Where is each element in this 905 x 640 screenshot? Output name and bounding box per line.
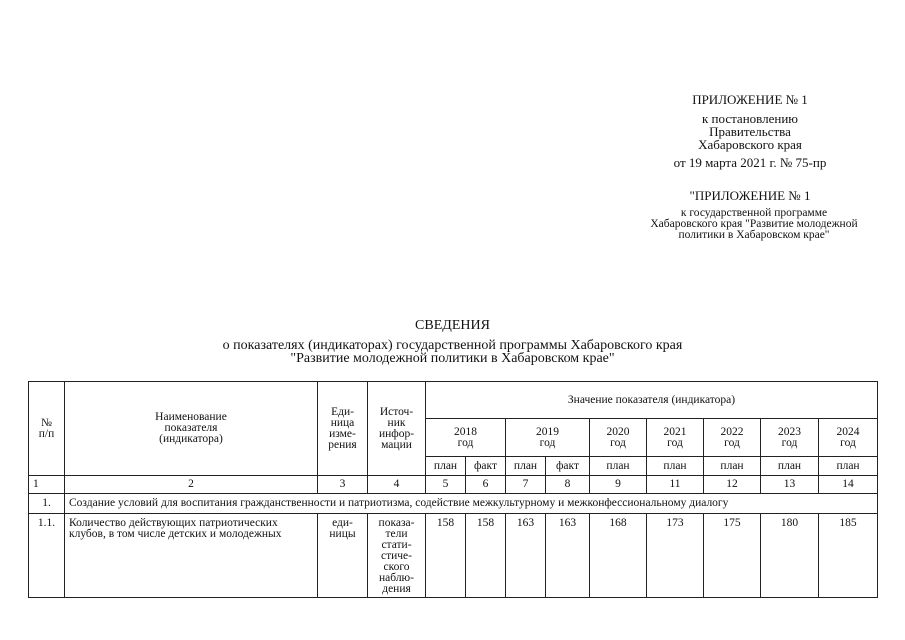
appendix-date: от 19 марта 2021 г. № 75-пр — [673, 155, 827, 170]
row-value: 158 — [466, 514, 506, 598]
header-value-group: Значение показателя (индикатора) — [426, 382, 878, 419]
header-unit: Еди- ница изме- рения — [318, 382, 368, 476]
row-name: Количество действующих патриотических клубов, в том числе детских и молодежных — [65, 514, 318, 598]
col-number: 3 — [318, 476, 368, 494]
header-plan: план — [506, 457, 546, 476]
appendix-body1: Правительства — [709, 124, 791, 139]
row-value: 173 — [647, 514, 704, 598]
appendix-title: ПРИЛОЖЕНИЕ № 1 — [692, 92, 808, 107]
header-plan: план — [704, 457, 761, 476]
col-number: 4 — [368, 476, 426, 494]
header-plan: план — [590, 457, 647, 476]
col-number: 1 — [29, 476, 65, 494]
col-number: 11 — [647, 476, 704, 494]
table-row — [29, 514, 878, 598]
row-unit: еди- ницы — [318, 514, 368, 598]
header-year-2018: 2018 год — [426, 419, 506, 457]
section-num: 1. — [29, 494, 65, 514]
header-year-2019: 2019 год — [506, 419, 590, 457]
section-row — [29, 494, 878, 514]
col-number: 5 — [426, 476, 466, 494]
row-value: 168 — [590, 514, 647, 598]
col-number: 14 — [819, 476, 878, 494]
header-year-2021: 2021 год — [647, 419, 704, 457]
col-number: 12 — [704, 476, 761, 494]
heading-line2: "Развитие молодежной политики в Хабаровском крае" — [290, 351, 615, 366]
header-plan: план — [819, 457, 878, 476]
row-value: 175 — [704, 514, 761, 598]
row-value: 158 — [426, 514, 466, 598]
row-source: показа- тели стати- стиче- ского наблю- дения — [368, 514, 426, 598]
header-year-2022: 2022 год — [704, 419, 761, 457]
appendix2-line2: Хабаровского края "Развитие молодежной — [650, 218, 858, 230]
header-num: № п/п — [29, 382, 65, 476]
header-source: Источ- ник инфор- мации — [368, 382, 426, 476]
section-title: Создание условий для воспитания гражданственности и патриотизма, содействие межкультурному и межконфессиональному диалогу — [65, 494, 878, 514]
row-value: 163 — [546, 514, 590, 598]
heading-title: СВЕДЕНИЯ — [415, 318, 490, 333]
col-number: 6 — [466, 476, 506, 494]
col-number: 9 — [590, 476, 647, 494]
appendix-to: к постановлению — [701, 111, 799, 126]
header-fact: факт — [466, 457, 506, 476]
header-plan: план — [761, 457, 819, 476]
header-name: Наименование показателя (индикатора) — [65, 382, 318, 476]
row-value: 163 — [506, 514, 546, 598]
header-plan: план — [426, 457, 466, 476]
col-number: 8 — [546, 476, 590, 494]
col-number: 7 — [506, 476, 546, 494]
heading-line1: о показателях (индикаторах) государственной программы Хабаровского края — [222, 338, 683, 353]
appendix2-line3: политики в Хабаровском крае" — [678, 229, 830, 241]
col-number: 13 — [761, 476, 819, 494]
appendix2-line1: к государственной программе — [680, 207, 828, 219]
header-year-2020: 2020 год — [590, 419, 647, 457]
header-year-2024: 2024 год — [819, 419, 878, 457]
indicators-table — [28, 381, 878, 598]
header-plan: план — [647, 457, 704, 476]
col-number: 2 — [65, 476, 318, 494]
row-value: 185 — [819, 514, 878, 598]
appendix2-title: "ПРИЛОЖЕНИЕ № 1 — [689, 188, 811, 203]
header-year-2023: 2023 год — [761, 419, 819, 457]
row-num: 1.1. — [29, 514, 65, 598]
appendix-body2: Хабаровского края — [698, 137, 802, 152]
column-numbers-row — [29, 476, 878, 494]
header-fact: факт — [546, 457, 590, 476]
row-value: 180 — [761, 514, 819, 598]
